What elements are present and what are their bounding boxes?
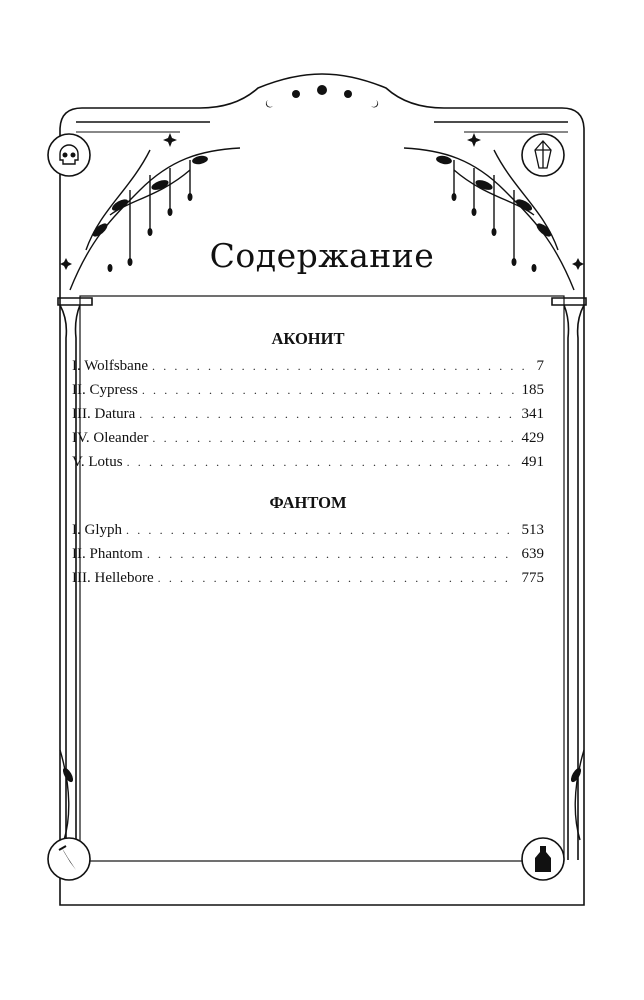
- entry-page-number: 341: [521, 406, 544, 422]
- toc-entry[interactable]: [72, 518, 544, 542]
- entry-page-number: 185: [521, 382, 544, 398]
- toc-section-aconite: [72, 328, 544, 474]
- entry-title: II. Cypress: [72, 382, 138, 398]
- dot-leader: [139, 402, 515, 426]
- entry-title: III. Datura: [72, 406, 136, 422]
- entry-title: IV. Oleander: [72, 430, 149, 446]
- dot-leader: [152, 354, 531, 378]
- toc-entry[interactable]: [72, 402, 544, 426]
- entry-page-number: 513: [521, 522, 544, 538]
- dot-leader: [152, 426, 515, 450]
- toc-entry[interactable]: [72, 450, 544, 474]
- page-title: Содержание: [209, 236, 435, 275]
- dot-leader: [127, 450, 516, 474]
- toc-section-phantom: [72, 492, 544, 590]
- potion-bottle-icon: [520, 836, 566, 882]
- toc-entry[interactable]: [72, 378, 544, 402]
- dagger-icon: [46, 836, 92, 882]
- dot-leader: [158, 566, 516, 590]
- outer-frame-border: [60, 74, 584, 905]
- entry-title: I. Glyph: [72, 522, 122, 538]
- section-heading: АКОНИТ: [271, 329, 345, 348]
- toc-entry[interactable]: [72, 354, 544, 378]
- entry-title: I. Wolfsbane: [72, 358, 148, 374]
- entry-title: II. Phantom: [72, 546, 143, 562]
- entry-page-number: 429: [521, 430, 544, 446]
- entry-page-number: 775: [521, 570, 544, 586]
- moon-phases: [240, 85, 404, 120]
- skull-icon: [46, 132, 92, 178]
- dot-leader: [147, 542, 516, 566]
- entry-title: III. Hellebore: [72, 570, 154, 586]
- toc-entry[interactable]: [72, 566, 544, 590]
- entry-page-number: 491: [521, 454, 544, 470]
- entry-page-number: 639: [521, 546, 544, 562]
- crystal-icon: [520, 132, 566, 178]
- dot-leader: [126, 518, 516, 542]
- toc-entry[interactable]: [72, 542, 544, 566]
- section-heading: ФАНТОМ: [269, 493, 347, 512]
- toc-entry[interactable]: [72, 426, 544, 450]
- dot-leader: [142, 378, 516, 402]
- entry-title: V. Lotus: [72, 454, 123, 470]
- entry-page-number: 7: [536, 358, 544, 374]
- right-column: [552, 298, 586, 860]
